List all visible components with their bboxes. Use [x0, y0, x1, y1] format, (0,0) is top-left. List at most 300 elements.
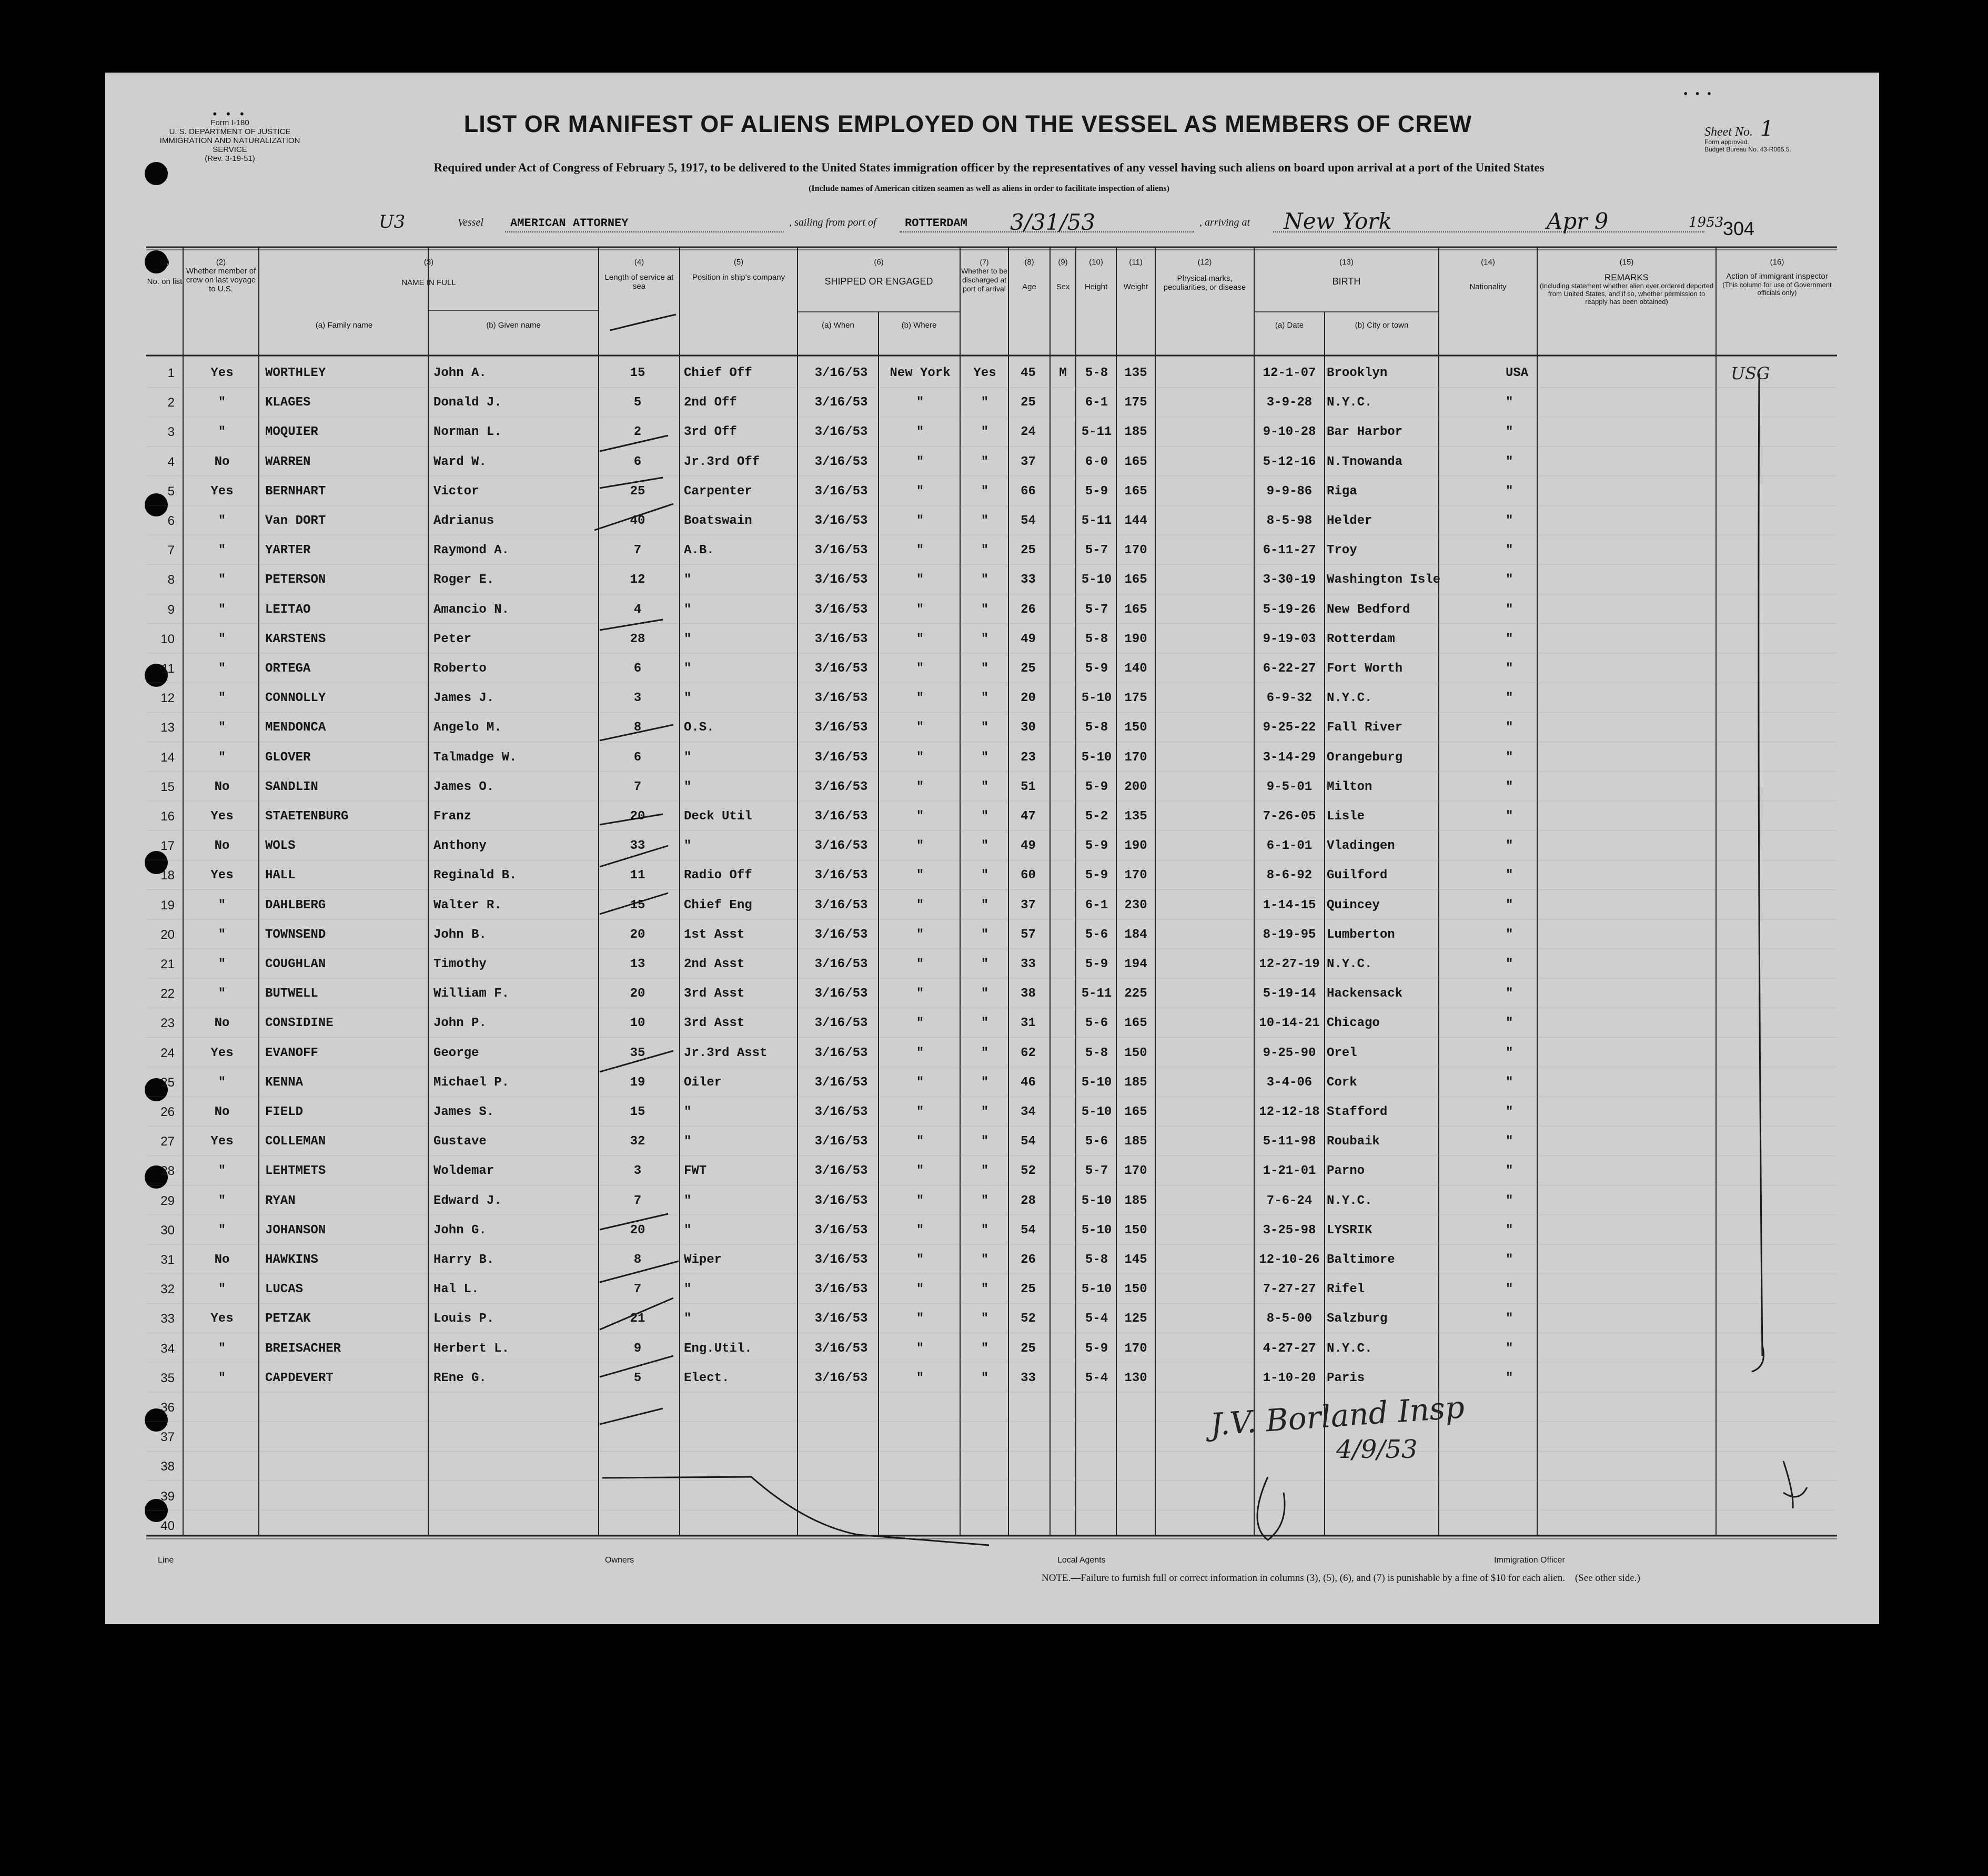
- last-voyage: No: [214, 779, 230, 794]
- discharged: ": [981, 839, 989, 854]
- birth-city: Orel: [1327, 1046, 1357, 1060]
- age: 62: [1021, 1046, 1036, 1060]
- weight: 165: [1124, 484, 1147, 499]
- birth-city: Baltimore: [1327, 1253, 1395, 1267]
- shipped-when: 3/16/53: [814, 1105, 868, 1119]
- position: Elect.: [684, 1371, 730, 1385]
- age: 25: [1021, 1282, 1036, 1297]
- service-length: 15: [630, 1105, 645, 1119]
- height: 5-10: [1081, 1193, 1112, 1208]
- shipped-when: 3/16/53: [814, 1193, 868, 1208]
- discharged: ": [981, 691, 989, 706]
- age: 26: [1021, 1253, 1036, 1267]
- discharged: ": [981, 1282, 989, 1297]
- weight: 170: [1124, 1164, 1147, 1179]
- position: 1st Asst: [684, 927, 745, 942]
- height: 5-8: [1085, 1253, 1108, 1267]
- shipped-when: 3/16/53: [814, 1046, 868, 1060]
- last-voyage: ": [218, 602, 226, 617]
- header-col14-text: Nationality: [1469, 282, 1507, 291]
- table-row: [154, 478, 1821, 508]
- given-name: Donald J.: [433, 396, 502, 410]
- inspector-signature: J.V. Borland Insp: [1209, 1389, 1466, 1443]
- position: ": [684, 602, 692, 617]
- family-name: ORTEGA: [265, 662, 311, 676]
- vessel-label: Vessel: [458, 217, 483, 228]
- weight: 150: [1124, 1046, 1147, 1060]
- birth-city: Salzburg: [1327, 1312, 1388, 1326]
- weight: 175: [1124, 396, 1147, 410]
- last-voyage: No: [214, 454, 230, 469]
- header-col2-text: Whether member of crew on last voyage to U.S.: [186, 267, 256, 293]
- family-name: WORTHLEY: [265, 366, 326, 380]
- nationality: ": [1506, 1253, 1513, 1267]
- birth-date: 3-30-19: [1263, 573, 1316, 587]
- last-voyage: ": [218, 1371, 226, 1385]
- family-name: KENNA: [265, 1075, 304, 1090]
- last-voyage: No: [214, 1016, 230, 1031]
- service-length: 40: [630, 514, 645, 528]
- table-row: [154, 449, 1821, 478]
- form-number: Form I-180: [210, 118, 249, 127]
- height: 5-8: [1085, 721, 1108, 735]
- given-name: James J.: [433, 691, 495, 706]
- family-name: CONNOLLY: [265, 691, 326, 706]
- shipped-when: 3/16/53: [814, 484, 868, 499]
- table-row: [154, 1188, 1821, 1217]
- age: 25: [1021, 396, 1036, 410]
- service-length: 8: [633, 721, 642, 735]
- discharged: ": [981, 1312, 989, 1326]
- service-length: 3: [633, 1164, 642, 1179]
- row-number: 11: [162, 662, 175, 676]
- height: 5-10: [1081, 1075, 1112, 1090]
- weight: 185: [1124, 1075, 1147, 1090]
- family-name: KARSTENS: [265, 632, 326, 646]
- age: 54: [1021, 1223, 1036, 1238]
- header-col4: [600, 258, 679, 291]
- table-row: [154, 951, 1821, 980]
- table-row: [154, 1010, 1821, 1039]
- age: 20: [1021, 691, 1036, 706]
- height: 5-6: [1085, 927, 1108, 942]
- shipped-where: ": [916, 868, 924, 883]
- weight: 170: [1124, 1341, 1147, 1356]
- weight: 165: [1124, 454, 1147, 469]
- last-voyage: ": [218, 1193, 226, 1208]
- nationality: ": [1506, 573, 1513, 587]
- family-name: LEITAO: [265, 602, 311, 617]
- family-name: GLOVER: [265, 750, 311, 765]
- last-voyage: ": [218, 1341, 226, 1356]
- header-col3b: (b) Given name: [486, 321, 541, 330]
- shipped-where: ": [916, 573, 924, 587]
- nationality: ": [1506, 957, 1513, 971]
- shipped-where: ": [916, 1016, 924, 1031]
- age: 28: [1021, 1193, 1036, 1208]
- row-number: 32: [160, 1282, 175, 1297]
- discharged: ": [981, 779, 989, 794]
- discharged: ": [981, 1164, 989, 1179]
- header-col15-sub: (Including statement whether alien ever ordered deported from United States, and if so, whether permission to reapply has been obtained): [1539, 282, 1714, 306]
- header-col10: [1077, 258, 1115, 291]
- shipped-when: 3/16/53: [814, 1075, 868, 1090]
- shipped-where: ": [916, 1341, 924, 1356]
- discharged: Yes: [973, 366, 996, 380]
- birth-date: 8-19-95: [1263, 927, 1316, 942]
- service-length: 2: [633, 425, 642, 440]
- nationality: ": [1506, 484, 1513, 499]
- given-name: Reginald B.: [433, 868, 517, 883]
- age: 54: [1021, 1134, 1036, 1149]
- birth-date: 9-5-01: [1266, 779, 1313, 794]
- age: 38: [1021, 987, 1036, 1001]
- given-name: Talmadge W.: [433, 750, 517, 765]
- shipped-where: ": [916, 927, 924, 942]
- table-row: [154, 862, 1821, 891]
- birth-date: 3-9-28: [1266, 396, 1313, 410]
- last-voyage: ": [218, 721, 226, 735]
- service-length: 33: [630, 839, 645, 854]
- birth-city: Washington Isle: [1327, 573, 1441, 587]
- given-name: James S.: [433, 1105, 495, 1119]
- family-name: WARREN: [265, 454, 311, 469]
- table-row: [154, 803, 1821, 833]
- row-number: 26: [160, 1105, 175, 1119]
- header-col3a: (a) Family name: [315, 321, 373, 330]
- service-length: 5: [633, 396, 642, 410]
- birth-city: Roubaik: [1327, 1134, 1380, 1149]
- position: ": [684, 1312, 692, 1326]
- age: 23: [1021, 750, 1036, 765]
- last-voyage: Yes: [210, 809, 234, 824]
- arriving-label: , arriving at: [1199, 217, 1250, 228]
- height: 5-6: [1085, 1134, 1108, 1149]
- height: 5-11: [1081, 514, 1112, 528]
- last-voyage: ": [218, 543, 226, 558]
- height: 5-11: [1081, 425, 1112, 440]
- shipped-where: ": [916, 750, 924, 765]
- table-row: [154, 1069, 1821, 1099]
- discharged: ": [981, 1193, 989, 1208]
- height: 5-10: [1081, 1282, 1112, 1297]
- header-col11-text: Weight: [1123, 282, 1148, 291]
- last-voyage: ": [218, 1075, 226, 1090]
- row-number: 3: [167, 425, 175, 440]
- vessel-prefix: U3: [379, 211, 406, 232]
- table-row: [154, 1158, 1821, 1187]
- weight: 165: [1124, 1105, 1147, 1119]
- height: 5-9: [1085, 957, 1108, 971]
- weight: 185: [1124, 1193, 1147, 1208]
- table-row: [154, 508, 1821, 537]
- height: 6-1: [1085, 396, 1108, 410]
- shipped-when: 3/16/53: [814, 1016, 868, 1031]
- row-number: 34: [160, 1341, 175, 1356]
- weight: 165: [1124, 602, 1147, 617]
- age: 34: [1021, 1105, 1036, 1119]
- row-number: 17: [160, 839, 175, 854]
- table-row: [154, 1276, 1821, 1305]
- family-name: RYAN: [265, 1193, 296, 1208]
- table-row: [154, 596, 1821, 626]
- given-name: Gustave: [433, 1134, 487, 1149]
- nationality: ": [1506, 1075, 1513, 1090]
- nationality: ": [1506, 987, 1513, 1001]
- last-voyage: ": [218, 662, 226, 676]
- nationality: ": [1506, 543, 1513, 558]
- service-length: 9: [633, 1341, 642, 1356]
- row-number: 4: [167, 454, 175, 469]
- shipped-when: 3/16/53: [814, 750, 868, 765]
- birth-date: 7-26-05: [1263, 809, 1316, 824]
- row-number: 16: [160, 809, 175, 824]
- birth-city: Guilford: [1327, 868, 1388, 883]
- vessel-line: [147, 208, 1736, 236]
- given-name: Walter R.: [433, 898, 502, 912]
- service-length: 7: [633, 1193, 642, 1208]
- service-length: 3: [633, 691, 642, 706]
- given-name: Adrianus: [433, 514, 495, 528]
- shipped-when: 3/16/53: [814, 779, 868, 794]
- nationality: ": [1506, 425, 1513, 440]
- age: 24: [1021, 425, 1036, 440]
- height: 5-9: [1085, 779, 1108, 794]
- table-row: [154, 1513, 1821, 1542]
- row-number: 2: [167, 396, 175, 410]
- age: 37: [1021, 454, 1036, 469]
- age: 60: [1021, 868, 1036, 883]
- position: Radio Off: [684, 868, 752, 883]
- last-voyage: ": [218, 1164, 226, 1179]
- given-name: Louis P.: [433, 1312, 495, 1326]
- family-name: YARTER: [265, 543, 311, 558]
- given-name: Edward J.: [433, 1193, 502, 1208]
- birth-city: Chicago: [1327, 1016, 1380, 1031]
- weight: 230: [1124, 898, 1147, 912]
- birth-date: 6-1-01: [1266, 839, 1313, 854]
- header-col9: [1051, 258, 1075, 291]
- header-col6a: (a) When: [822, 321, 854, 330]
- table-row: [154, 714, 1821, 744]
- birth-city: Helder: [1327, 514, 1373, 528]
- last-voyage: Yes: [210, 868, 234, 883]
- birth-city: Troy: [1327, 543, 1357, 558]
- header-col12: [1156, 258, 1253, 292]
- nationality: ": [1506, 809, 1513, 824]
- nationality: ": [1506, 691, 1513, 706]
- age: 46: [1021, 1075, 1036, 1090]
- shipped-when: 3/16/53: [814, 1223, 868, 1238]
- age: 49: [1021, 839, 1036, 854]
- discharged: ": [981, 662, 989, 676]
- service-length: 6: [633, 454, 642, 469]
- header-col4-text: Length of service at sea: [604, 273, 674, 291]
- table-row: [154, 360, 1821, 389]
- position: Chief Eng: [684, 898, 752, 912]
- birth-date: 8-5-98: [1266, 514, 1313, 528]
- shipped-when: 3/16/53: [814, 662, 868, 676]
- weight: 170: [1124, 750, 1147, 765]
- weight: 185: [1124, 425, 1147, 440]
- position: ": [684, 839, 692, 854]
- birth-city: N.Tnowanda: [1327, 454, 1403, 469]
- last-voyage: ": [218, 898, 226, 912]
- header-col1-text: No. on list: [147, 277, 183, 286]
- table-row: [154, 921, 1821, 951]
- birth-city: Fort Worth: [1327, 662, 1403, 676]
- header-col1-num: (1): [159, 258, 170, 267]
- sheet-value: 1: [1760, 117, 1774, 141]
- nationality: ": [1506, 1134, 1513, 1149]
- nationality: ": [1506, 602, 1513, 617]
- header-col16-num: (16): [1770, 258, 1784, 267]
- given-name: Harry B.: [433, 1253, 495, 1267]
- row-number: 37: [160, 1430, 175, 1445]
- discharged: ": [981, 1253, 989, 1267]
- height: 5-2: [1085, 809, 1108, 824]
- table-row: [154, 1394, 1821, 1424]
- weight: 145: [1124, 1253, 1147, 1267]
- birth-date: 9-25-90: [1263, 1046, 1316, 1060]
- height: 5-9: [1085, 484, 1108, 499]
- service-length: 15: [630, 898, 645, 912]
- birth-date: 3-4-06: [1266, 1075, 1313, 1090]
- service-length: 11: [630, 868, 645, 883]
- row-number: 29: [160, 1193, 175, 1208]
- service-length: 4: [633, 602, 642, 617]
- header-col1: [146, 258, 183, 286]
- table-row: [154, 655, 1821, 685]
- shipped-where: ": [916, 839, 924, 854]
- given-name: William F.: [433, 987, 510, 1001]
- header-col6-text: SHIPPED OR ENGAGED: [824, 276, 933, 287]
- given-name: Roger E.: [433, 573, 495, 587]
- table-row: [154, 744, 1821, 774]
- position: Eng.Util.: [684, 1341, 752, 1356]
- discharged: ": [981, 868, 989, 883]
- age: 26: [1021, 602, 1036, 617]
- shipped-where: ": [916, 632, 924, 646]
- age: 33: [1021, 1371, 1036, 1385]
- nationality: ": [1506, 396, 1513, 410]
- header-col7-text: Whether to be discharged at port of arrival: [961, 267, 1007, 293]
- position: FWT: [684, 1164, 707, 1179]
- height: 5-10: [1081, 750, 1112, 765]
- header-col14: [1440, 258, 1536, 291]
- service-length: 15: [630, 366, 645, 380]
- header-col11-num: (11): [1129, 258, 1143, 267]
- row-number: 33: [160, 1312, 175, 1326]
- age: 47: [1021, 809, 1036, 824]
- shipped-where: ": [916, 662, 924, 676]
- family-name: CAPDEVERT: [265, 1371, 334, 1385]
- position: Chief Off: [684, 366, 752, 380]
- sailing-date: 3/31/53: [1010, 209, 1095, 235]
- position: Jr.3rd Asst: [684, 1046, 768, 1060]
- header-col15: [1538, 258, 1715, 306]
- requirement-text: Required under Act of Congress of February 5, 1917, to be delivered to the United States immigration officer by the representatives of any vessel having such aliens on board upon arrival at a port of the United States: [433, 161, 1545, 174]
- header-col13-text: BIRTH: [1332, 276, 1361, 287]
- nationality: USA: [1506, 366, 1529, 380]
- height: 5-6: [1085, 1016, 1108, 1031]
- birth-city: Quincey: [1327, 898, 1380, 912]
- last-voyage: ": [218, 396, 226, 410]
- age: 66: [1021, 484, 1036, 499]
- service-length: 6: [633, 750, 642, 765]
- nationality: ": [1506, 662, 1513, 676]
- discharged: ": [981, 484, 989, 499]
- birth-city: Cork: [1327, 1075, 1357, 1090]
- nationality: ": [1506, 1046, 1513, 1060]
- position: ": [684, 632, 692, 646]
- weight: 185: [1124, 1134, 1147, 1149]
- birth-city: Lisle: [1327, 809, 1365, 824]
- birth-date: 3-25-98: [1263, 1223, 1316, 1238]
- position: ": [684, 1105, 692, 1119]
- header-col12-num: (12): [1197, 258, 1212, 267]
- shipped-when: 3/16/53: [814, 602, 868, 617]
- birth-city: LYSRIK: [1327, 1223, 1373, 1238]
- revision: (Rev. 3-19-51): [205, 154, 255, 163]
- birth-city: Riga: [1327, 484, 1357, 499]
- sex: M: [1059, 366, 1067, 380]
- height: 5-9: [1085, 868, 1108, 883]
- shipped-where: ": [916, 1134, 924, 1149]
- row-number: 6: [167, 514, 175, 528]
- shipped-where: ": [916, 809, 924, 824]
- shipped-where: ": [916, 484, 924, 499]
- birth-city: N.Y.C.: [1327, 1193, 1373, 1208]
- family-name: TOWNSEND: [265, 927, 326, 942]
- discharged: ": [981, 1223, 989, 1238]
- position: Boatswain: [684, 514, 752, 528]
- shipped-where: ": [916, 543, 924, 558]
- birth-date: 7-27-27: [1263, 1282, 1316, 1297]
- last-voyage: ": [218, 632, 226, 646]
- nationality: ": [1506, 927, 1513, 942]
- row-number: 8: [167, 573, 175, 587]
- weight: 125: [1124, 1312, 1147, 1326]
- position: ": [684, 691, 692, 706]
- header-col3-text: NAME IN FULL: [401, 278, 456, 287]
- age: 52: [1021, 1164, 1036, 1179]
- row-number: 23: [160, 1016, 175, 1031]
- footer-agents: Local Agents: [1057, 1556, 1106, 1565]
- discharged: ": [981, 602, 989, 617]
- given-name: Roberto: [433, 662, 487, 676]
- given-name: George: [433, 1046, 479, 1060]
- height: 6-1: [1085, 898, 1108, 912]
- position: ": [684, 1193, 692, 1208]
- position: A.B.: [684, 543, 714, 558]
- birth-date: 10-14-21: [1259, 1016, 1320, 1031]
- nationality: ": [1506, 632, 1513, 646]
- weight: 194: [1124, 957, 1147, 971]
- birth-date: 12-12-18: [1259, 1105, 1320, 1119]
- position: Carpenter: [684, 484, 752, 499]
- table-row: [154, 1099, 1821, 1128]
- birth-city: N.Y.C.: [1327, 691, 1373, 706]
- discharged: ": [981, 809, 989, 824]
- shipped-when: 3/16/53: [814, 1253, 868, 1267]
- discharged: ": [981, 543, 989, 558]
- last-voyage: Yes: [210, 1134, 234, 1149]
- position: Jr.3rd Off: [684, 454, 760, 469]
- row-number: 21: [160, 957, 175, 971]
- birth-date: 1-14-15: [1263, 898, 1316, 912]
- discharged: ": [981, 927, 989, 942]
